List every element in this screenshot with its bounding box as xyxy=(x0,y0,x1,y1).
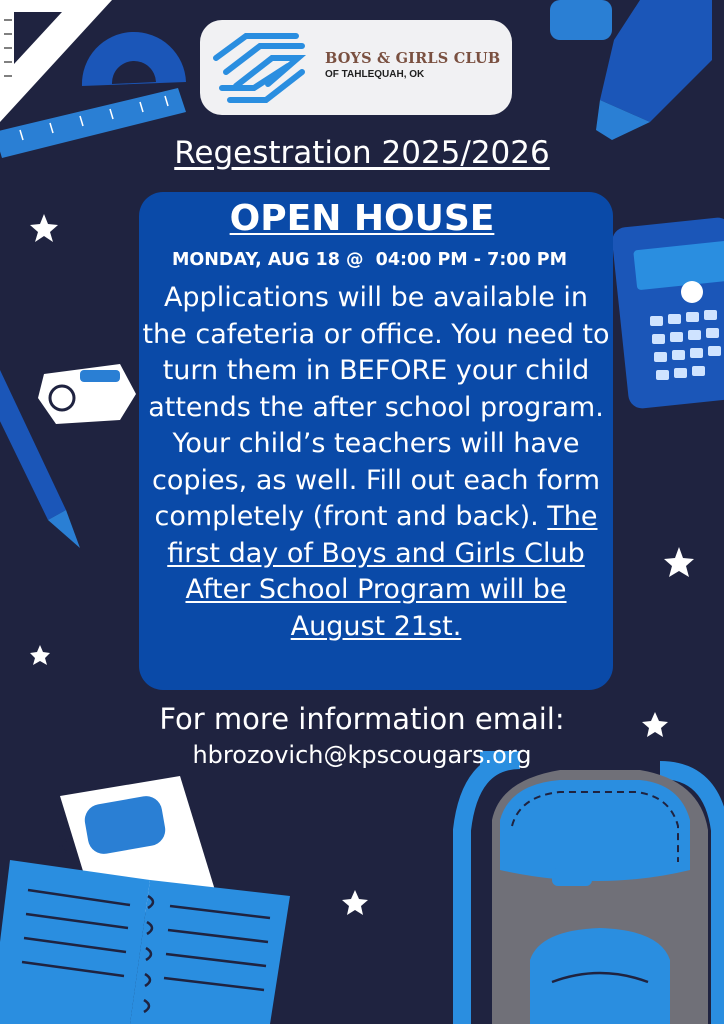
protractor-icon xyxy=(82,32,186,86)
application-info xyxy=(142,280,610,645)
application-instructions: Applications will be available in the cafeteria or office. You need to turn them in BEFORE your child attends the after school program. Your child’s teachers will have copies, as well. Fill out each form completely (front and back). xyxy=(142,282,610,532)
first-day-notice: The first day of Boys and Girls Club After School Program will be August 21st. xyxy=(167,501,598,642)
club-location: OF TAHLEQUAH, OK xyxy=(325,69,425,80)
club-hands-logo-icon xyxy=(206,28,311,106)
open-house-date-time: MONDAY, AUG 18 @ 04:00 PM - 7:00 PM xyxy=(172,250,567,270)
marker-icon xyxy=(550,0,712,140)
calculator-icon xyxy=(611,216,724,410)
registration-title: Regestration 2025/2026 xyxy=(174,135,550,171)
club-name: BOYS & GIRLS CLUB xyxy=(325,50,501,67)
club-logo xyxy=(200,20,512,115)
backpack-icon xyxy=(462,760,720,1024)
contact-email[interactable]: hbrozovich@kpscougars.org xyxy=(192,741,532,769)
open-house-title: OPEN HOUSE xyxy=(229,198,495,239)
sharpener-icon xyxy=(38,364,136,424)
notebook-icon xyxy=(0,776,290,1024)
contact-label: For more information email: xyxy=(159,702,565,736)
